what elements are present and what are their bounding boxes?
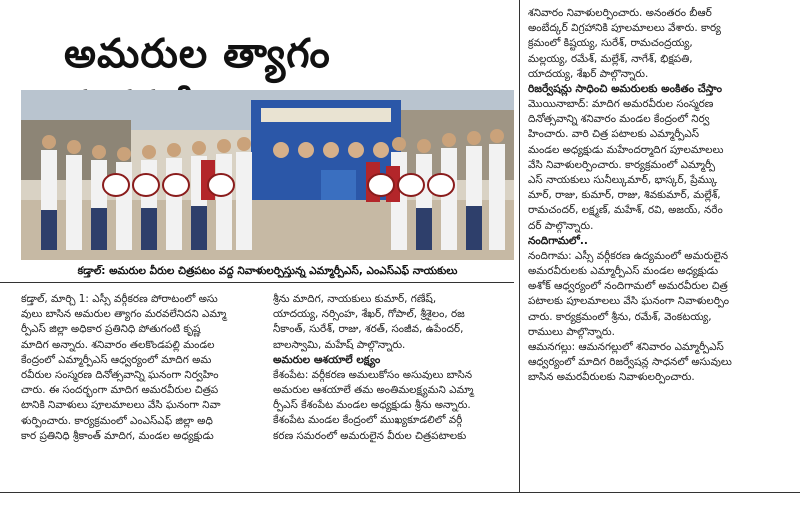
- body-line: కార ప్రతినిధి శ్రీకాంత్ మాదిగ, మండల అధ్యక్షుడు: [21, 429, 214, 442]
- body-line: నీకాంత్, సురేశ్, రాజు, శరత్, సంజీవ, ఉపేందర్,: [273, 323, 464, 336]
- body-line: క్రమంలో కిష్టయ్య, సురేశ్, రామచంద్రయ్య,: [528, 37, 693, 50]
- body-line: కరణ సమరంలో అమరులైన వీరుల చిత్రపటాలకు: [273, 429, 467, 442]
- body-line: బాలస్వామి, మహేష్ పాల్గొన్నారు.: [273, 338, 406, 351]
- body-line: ఆధ్వర్యంలో మాదిగ రిజర్వేషన్ల సాధనలో అసువులు: [528, 356, 732, 369]
- body-line: మార్, రాజు, కుమార్, రాజు, శివకుమార్, మల్లేశ్,: [528, 189, 721, 202]
- body-line: అంబేద్కర్ విగ్రహానికి పూలమాలలు వేశారు. కార్య: [528, 22, 721, 35]
- body-line: బాసిన అమరవీరులకు నివాళులర్పించారు.: [528, 371, 695, 384]
- subheading: అమరుల ఆశయాలే లక్ష్యం: [273, 353, 381, 366]
- body-line: కడ్తాల్, మార్చి 1: ఎస్సీ వర్గీకరణ పోరాటంలో అసు: [21, 293, 218, 305]
- body-line: దినోత్సవాన్ని శనివారం మండల కేంద్రంలో నిర్వ: [528, 113, 710, 126]
- body-line: చారు. ఈ సందర్భంగా మాదిగ అమరవీరుల చిత్రప: [21, 384, 219, 397]
- article-column-3: [528, 6, 794, 386]
- headline: అమరుల త్యాగం: [64, 31, 331, 77]
- body-line: అమరవీరులకు ఎమ్మార్పీఎస్ మండల అధ్యక్షుడు: [528, 265, 719, 278]
- body-line: మొయినాబాద్: మాదిగ అమరవీరుల సంస్మరణ: [528, 98, 714, 111]
- body-line: వేసి నివాళులర్పించారు. కార్యక్రమంలో ఎమ్మార్పీ: [528, 158, 716, 171]
- body-line: అశోక్ ఆధ్వర్యంలో నందిగామలో అమరవీరుల చిత్ర: [528, 280, 728, 293]
- body-line: మల్లయ్య, రమేశ్, మల్లేశ్, నాగేశ్, భిక్షపతి,: [528, 52, 693, 65]
- article-column-2: [273, 292, 514, 444]
- news-photo: [21, 90, 514, 260]
- body-line: హించారు. వారి చిత్ర పటాలకు ఎమ్మార్పీఎస్: [528, 128, 700, 141]
- divider: [0, 282, 514, 283]
- body-line: అమరుల ఆశయాలే తమ అంతిమలక్ష్యమని ఎమ్మా: [273, 384, 474, 397]
- body-line: వులు బాసిన అమరుల త్యాగం మరవలేనిదని ఎమ్మా: [21, 308, 227, 321]
- body-line: నందిగామ: ఎస్సీ వర్గీకరణ ఉద్యమంలో అమరులైన: [528, 249, 729, 262]
- body-line: మండల అధ్యక్షుడు మహేందర్మాదిగ పూలమాలలు: [528, 143, 724, 156]
- body-line: శ్రీను మాదిగ, నాయకులు కుమార్, గణేష్,: [273, 293, 437, 305]
- photo-illustration: [21, 90, 514, 260]
- body-line: కేంద్రంలో ఎమ్మార్పీఎస్ ఆధ్వర్యంలో మాదిగ అమ: [21, 353, 212, 366]
- subheading: నందిగామలో..: [528, 234, 588, 247]
- body-line: దర్ పాల్గొన్నారు.: [528, 219, 594, 232]
- body-line: కేశంపేట: వర్గీకరణ అమలుకోసం అసువులు బాసిన: [273, 368, 473, 381]
- body-line: మాదిగ అన్నారు. శనివారం తలకొండపల్లి మండల: [21, 338, 215, 351]
- photo-caption: కడ్తాల్: అమరుల వీరుల చిత్రపటం వద్ద నివాళులర్పిస్తున్న ఎమ్మార్పీఎస్, ఎంఎస్ఎఫ్ నాయకులు: [77, 265, 458, 277]
- column-divider: [519, 0, 520, 492]
- bottom-divider: [0, 492, 800, 493]
- body-line: ర్పీఎస్ జిల్లా అధికార ప్రతినిధి పోతుగంటి కృష్ణ: [21, 323, 201, 336]
- body-line: ఎస్ నాయకులు సునీల్కుమార్, భాస్కర్, ప్రేమ్కు: [528, 174, 718, 187]
- body-line: ర్పీఎస్ కేశంపేట మండల అధ్యక్షుడు శ్రీను అన్నారు.: [273, 399, 471, 412]
- body-line: రామచందర్, లక్ష్మణ్, మహేశ్, రవి, అజయ్, నరేం: [528, 204, 723, 217]
- body-line: ఆమనగల్లు: ఆమనగల్లులో శనివారం ఎమ్మార్పీఎస్: [528, 341, 724, 354]
- body-line: ళుర్పించారు. కార్యక్రమంలో ఎంఎస్ఎఫ్ జిల్లా అధి: [21, 414, 213, 427]
- subheading: రిజర్వేషన్లు సాధించి అమరులకు అంకితం చేస్తాం: [528, 83, 723, 96]
- article-column-1: [21, 292, 261, 444]
- body-line: యాదయ్య, నర్సింహ, శేఖర్, గోపాల్, శ్రీశైలం, రజ: [273, 308, 465, 321]
- body-line: శనివారం నివాళులర్పించారు. అనంతరం బీఆర్: [528, 7, 712, 19]
- body-line: పటాలకు పూలమాలలు వేసి ఘనంగా నివాళులర్పిం: [528, 295, 729, 308]
- body-line: రవీరుల సంస్మరణ దినోత్సవాన్ని ఘనంగా నిర్వహిం: [21, 369, 219, 382]
- body-line: టానికి నివాళులు పూలమాలలు వేసి ఘనంగా నివా: [21, 399, 221, 412]
- body-line: చారు. కార్యక్రమంలో శ్రీను, రమేశ్, వెంకటయ్య,: [528, 310, 712, 323]
- body-line: యాదయ్య, శేఖర్ పాల్గొన్నారు.: [528, 67, 649, 80]
- body-line: కేశంపేట మండల కేంద్రంలో ముఖ్యకూడలిలో వర్గీ: [273, 414, 463, 427]
- body-line: రాములు పాల్గొన్నారు.: [528, 325, 615, 338]
